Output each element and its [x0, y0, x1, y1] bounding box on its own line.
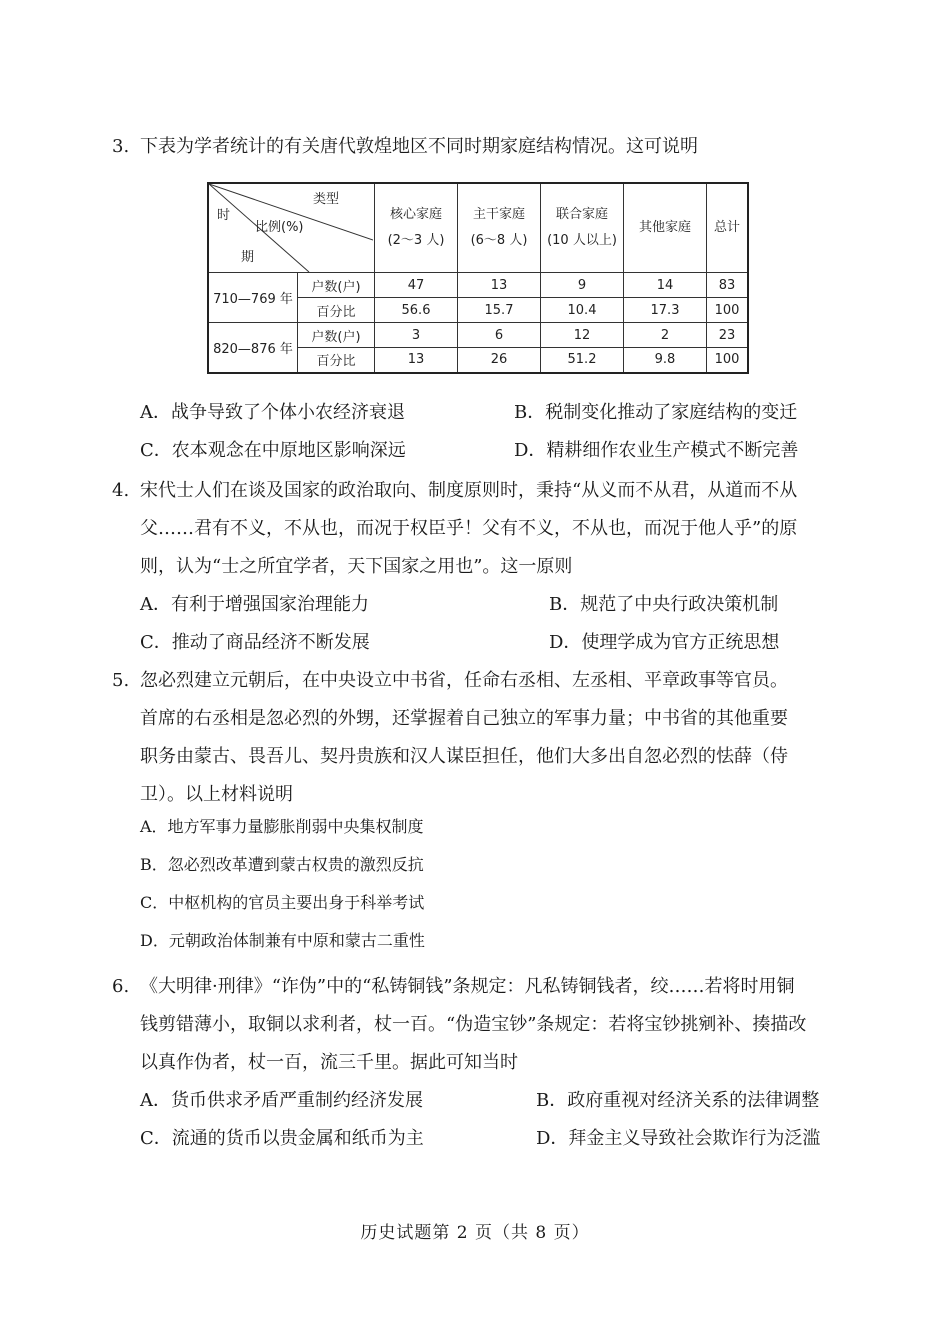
period-label: 820—876 年	[208, 323, 298, 373]
table-cell: 23	[707, 323, 749, 348]
table-row	[208, 273, 748, 298]
option-c[interactable]: C．推动了商品经济不断发展	[140, 632, 370, 653]
question-3-options	[112, 394, 842, 470]
option-a[interactable]: A．货币供求矛盾严重制约经济发展	[140, 1090, 423, 1111]
question-stem-line: 首席的右丞相是忽必烈的外甥，还掌握着自己独立的军事力量；中书省的其他重要	[140, 708, 788, 729]
column-header: 总计	[707, 183, 749, 273]
table-cell: 14	[624, 273, 707, 298]
corner-ratio-label: 比例(%)	[255, 220, 304, 235]
corner-time-label: 时	[217, 208, 231, 223]
option-c[interactable]: C．中枢机构的官员主要出身于科举考试	[140, 893, 425, 912]
option-b[interactable]: B．税制变化推动了家庭结构的变迁	[514, 402, 798, 423]
table-cell: 10.4	[541, 298, 624, 323]
question-number: 3.	[112, 136, 130, 157]
option-a[interactable]: A．战争导致了个体小农经济衰退	[140, 402, 405, 423]
question-stem-line: 父……君有不义，不从也，而况于权臣乎！父有不义，不从也，而况于他人乎”的原	[140, 518, 798, 539]
option-b[interactable]: B．政府重视对经济关系的法律调整	[536, 1090, 820, 1111]
table-cell: 9	[541, 273, 624, 298]
row-label: 户数(户)	[298, 323, 375, 348]
table-cell: 100	[707, 298, 749, 323]
question-6	[112, 968, 842, 1158]
table-cell: 13	[375, 348, 458, 373]
option-a[interactable]: A．地方军事力量膨胀削弱中央集权制度	[140, 817, 424, 836]
table-cell: 26	[458, 348, 541, 373]
table-cell: 17.3	[624, 298, 707, 323]
column-header: 主干家庭 (6～8 人)	[458, 183, 541, 273]
table-cell: 56.6	[375, 298, 458, 323]
table-cell: 13	[458, 273, 541, 298]
question-stem-line: 宋代士人们在谈及国家的政治取向、制度原则时，秉持“从义而不从君，从道而不从	[140, 480, 798, 501]
option-d[interactable]: D．精耕细作农业生产模式不断完善	[514, 440, 799, 461]
option-c[interactable]: C．农本观念在中原地区影响深远	[140, 440, 406, 461]
option-d[interactable]: D．元朝政治体制兼有中原和蒙古二重性	[140, 931, 425, 950]
table-cell: 3	[375, 323, 458, 348]
question-stem-line: 忽必烈建立元朝后，在中央设立中书省，任命右丞相、左丞相、平章政事等官员。	[140, 670, 788, 691]
question-stem-line: 《大明律·刑律》“诈伪”中的“私铸铜钱”条规定：凡私铸铜钱者，绞……若将时用铜	[140, 976, 795, 997]
table-cell: 12	[541, 323, 624, 348]
column-header: 其他家庭	[624, 183, 707, 273]
question-stem-line: 以真作伪者，杖一百，流三千里。据此可知当时	[140, 1052, 518, 1073]
table-cell: 15.7	[458, 298, 541, 323]
question-stem: 下表为学者统计的有关唐代敦煌地区不同时期家庭结构情况。这可说明	[140, 136, 698, 157]
table-cell: 100	[707, 348, 749, 373]
column-header: 核心家庭 (2～3 人)	[375, 183, 458, 273]
question-4	[112, 472, 842, 662]
family-structure-table	[207, 182, 749, 374]
option-d[interactable]: D．使理学成为官方正统思想	[549, 632, 780, 653]
table-cell: 51.2	[541, 348, 624, 373]
period-label: 710—769 年	[208, 273, 298, 323]
table-cell: 83	[707, 273, 749, 298]
table-corner-header	[208, 183, 375, 273]
table-cell: 6	[458, 323, 541, 348]
table-cell: 47	[375, 273, 458, 298]
page-footer: 历史试题第 2 页（共 8 页）	[360, 1223, 590, 1243]
question-number: 5.	[112, 670, 130, 691]
corner-type-label: 类型	[313, 192, 340, 207]
option-c[interactable]: C．流通的货币以贵金属和纸币为主	[140, 1128, 424, 1149]
question-5	[112, 662, 842, 966]
table-cell: 9.8	[624, 348, 707, 373]
question-stem-line: 卫）。以上材料说明	[140, 784, 293, 805]
corner-period-label: 期	[241, 250, 255, 265]
question-3	[112, 128, 842, 166]
question-number: 4.	[112, 480, 130, 501]
column-header: 联合家庭 (10 人以上)	[541, 183, 624, 273]
table-row	[208, 323, 748, 348]
row-label: 百分比	[298, 298, 375, 323]
row-label: 户数(户)	[298, 273, 375, 298]
question-stem-line: 则，认为“士之所宜学者，天下国家之用也”。这一原则	[140, 556, 573, 577]
option-d[interactable]: D．拜金主义导致社会欺诈行为泛滥	[536, 1128, 821, 1149]
option-a[interactable]: A．有利于增强国家治理能力	[140, 594, 369, 615]
option-b[interactable]: B．忽必烈改革遭到蒙古权贵的激烈反抗	[140, 855, 424, 874]
row-label: 百分比	[298, 348, 375, 373]
option-b[interactable]: B．规范了中央行政决策机制	[549, 594, 779, 615]
table-cell: 2	[624, 323, 707, 348]
question-stem-line: 职务由蒙古、畏吾儿、契丹贵族和汉人谋臣担任，他们大多出自忽必烈的怯薛（侍	[140, 746, 788, 767]
question-stem-line: 钱剪错薄小，取铜以求利者，杖一百。“伪造宝钞”条规定：若将宝钞挑剜补、揍描改	[140, 1014, 807, 1035]
question-number: 6.	[112, 976, 130, 997]
